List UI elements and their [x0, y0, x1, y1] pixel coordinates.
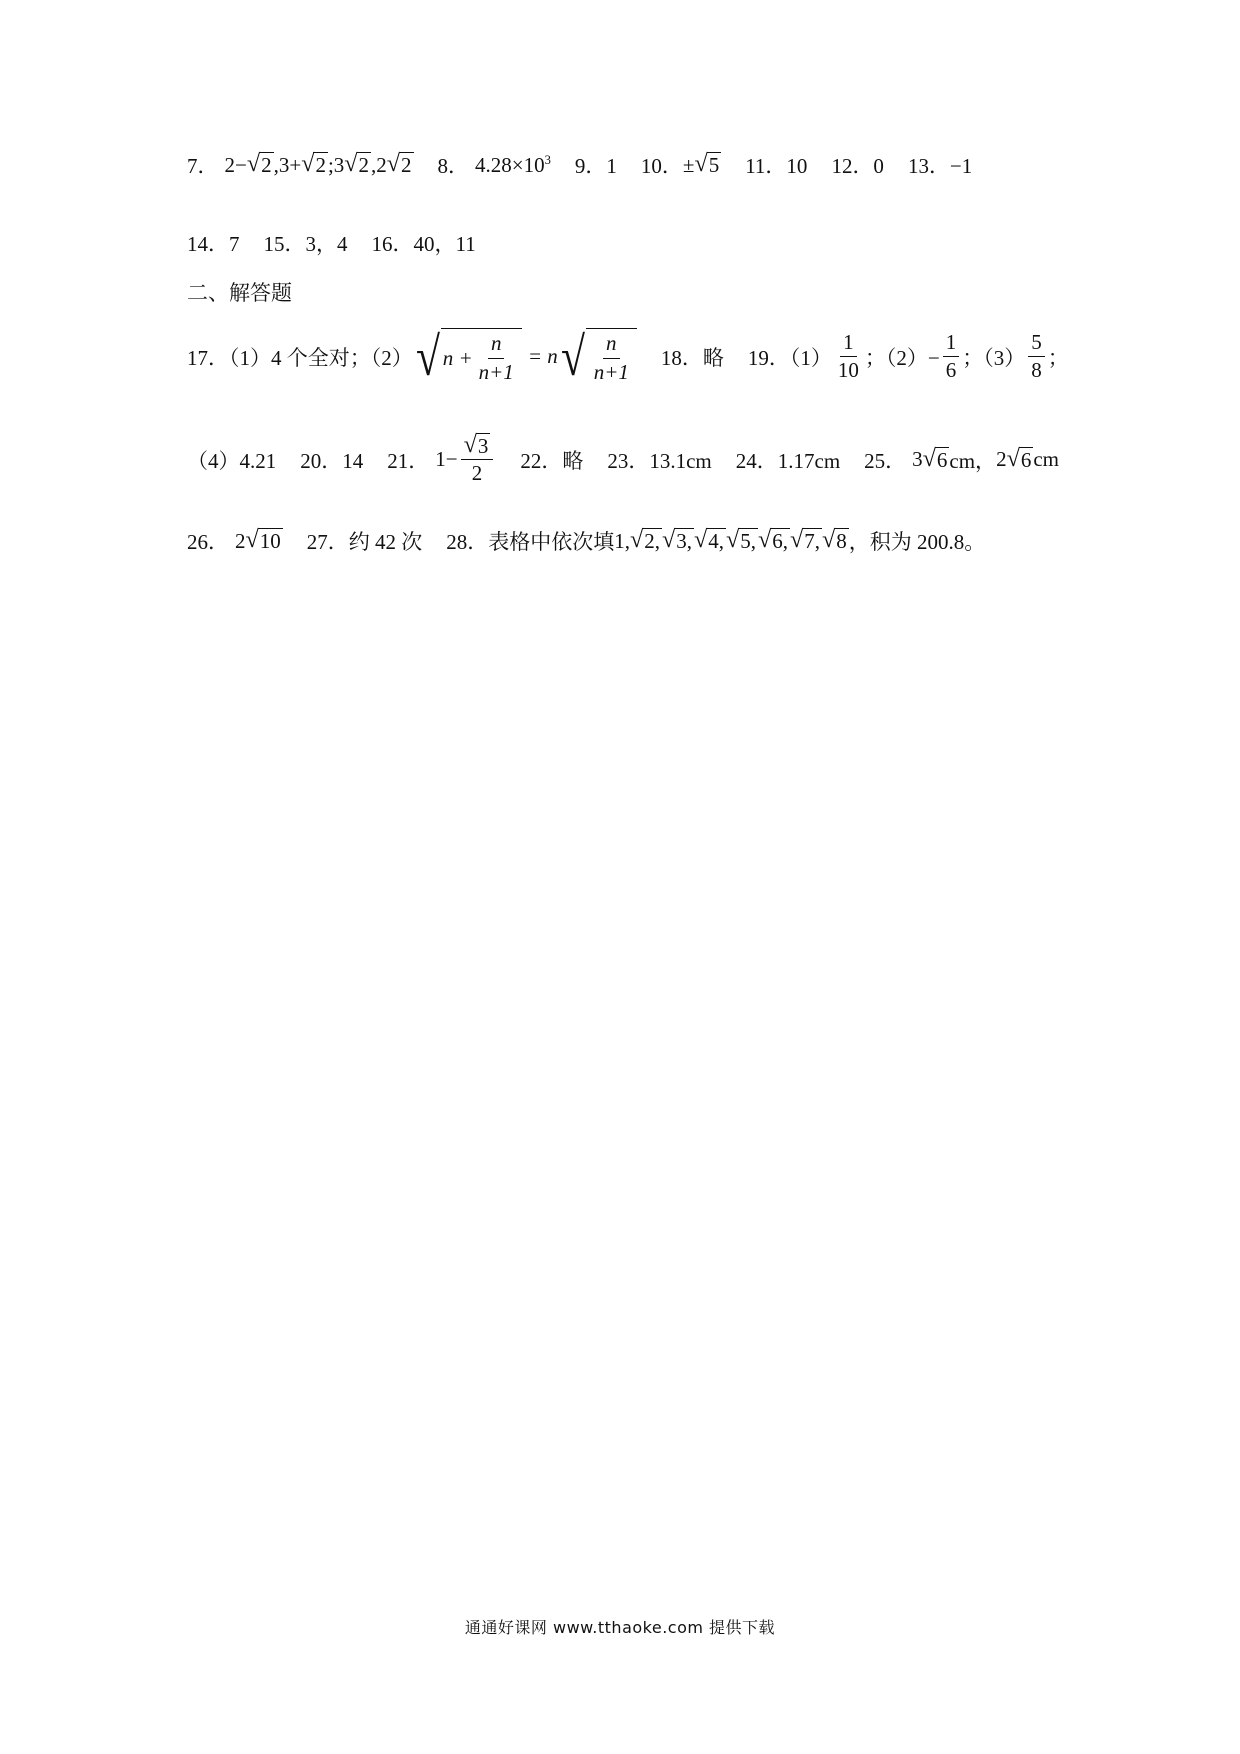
fraction-sqrt3-over-2: √ 3 2 — [461, 433, 494, 486]
sqrt-6: √ 6 — [922, 445, 948, 473]
answer-16: 16．40，11 — [371, 232, 476, 256]
coefficient: 2 — [996, 447, 1007, 472]
unit-cm: cm — [1033, 447, 1059, 472]
coefficient: 2 — [235, 528, 246, 553]
answer-line-17-19 — [187, 328, 1069, 385]
sqrt-3: √ 3, — [662, 526, 692, 554]
answer-26-label: 26． — [187, 530, 229, 554]
sqrt-2: √ 2 — [386, 150, 412, 178]
answer-28-result: ，积为 200.8。 — [848, 530, 986, 554]
sqrt-4: √ 4, — [694, 526, 724, 554]
answer-19-label: 19．（1） — [747, 345, 832, 370]
answer-25-label: 25． — [864, 448, 907, 473]
answer-13: 13．−1 — [907, 154, 973, 178]
sqrt-7: √ 7, — [790, 526, 820, 554]
answer-14: 14．7 — [187, 232, 240, 256]
sqrt-5: √ 5 — [694, 150, 720, 178]
one-minus: 1− — [435, 447, 458, 472]
fraction: $\frac{1}{10}$ — [837, 329, 859, 383]
coefficient: 3 — [912, 447, 923, 472]
answer-28-label: 28．表格中依次填 — [446, 530, 615, 554]
answer-15: 15．3，4 — [263, 232, 348, 256]
answer-8-value: $4.28\times 10^3$ — [475, 152, 551, 177]
answer-7-part-d: ,2 — [371, 152, 387, 177]
sqrt-2: √ 2 — [344, 150, 370, 178]
section-heading: 二、解答题 — [187, 281, 292, 305]
fraction: $\frac{5}{8}$ — [1028, 330, 1045, 383]
sqrt-expression: √ n + $\frac{n}{n+1}$ — [413, 328, 522, 385]
answer-22: 22．略 — [520, 448, 584, 473]
fraction: $\frac{1}{6}$ — [943, 330, 960, 383]
answer-line-26-28 — [187, 526, 985, 556]
answer-7-label: 7． — [187, 154, 219, 178]
sqrt-8: √ 8 — [822, 526, 847, 554]
answer-24: 24．1.17cm — [735, 448, 841, 473]
sqrt-5: √ 5, — [726, 526, 756, 554]
answer-7-part-c: ;3 — [327, 152, 345, 177]
answer-8-label: 8． — [437, 154, 470, 178]
answer-line-7-13 — [187, 150, 972, 180]
answer-21-label: 21． — [387, 448, 430, 473]
page-footer: 通通好课网 www.tthaoke.com 提供下载 — [464, 1618, 776, 1637]
equals-n: = n — [527, 344, 558, 369]
answer-18: 18．略 — [660, 345, 724, 370]
value-one: 1, — [614, 528, 630, 553]
answer-9: 9．1 — [574, 154, 617, 178]
sqrt-expression: √ $\frac{n}{n+1}$ — [558, 328, 637, 385]
sqrt-10: √ 10 — [245, 526, 281, 554]
sqrt-2: √ 2 — [246, 150, 272, 178]
answer-7-part-a: 2− — [224, 152, 247, 177]
answer-27: 27．约 42 次 — [306, 530, 423, 554]
plus-minus: ± — [682, 152, 695, 177]
sqrt-6: √ 6, — [758, 526, 788, 554]
answer-line-14-16 — [187, 228, 476, 258]
answer-12: 12．0 — [831, 154, 884, 178]
unit-cm: cm， — [949, 448, 997, 473]
answer-19-part-3: ；（3） — [962, 345, 1026, 370]
answer-11: 11．10 — [745, 154, 808, 178]
sqrt-2: √ 2, — [630, 526, 660, 554]
answer-7-part-b: ,3+ — [273, 152, 302, 177]
answer-line-19-25 — [187, 433, 1059, 486]
answer-19-end: ； — [1047, 345, 1069, 370]
answer-19-part-4: （4）4.21 — [187, 448, 277, 473]
answer-10-label: 10． — [640, 154, 683, 178]
answer-20: 20．14 — [300, 448, 364, 473]
answer-23: 23．13.1cm — [607, 448, 712, 473]
answer-17-label: 17．（1）4 个全对；（2） — [187, 345, 413, 370]
sqrt-6: √ 6 — [1006, 445, 1032, 473]
sqrt-2: √ 2 — [301, 150, 326, 178]
answer-19-part-2: ；（2）− — [864, 345, 940, 370]
